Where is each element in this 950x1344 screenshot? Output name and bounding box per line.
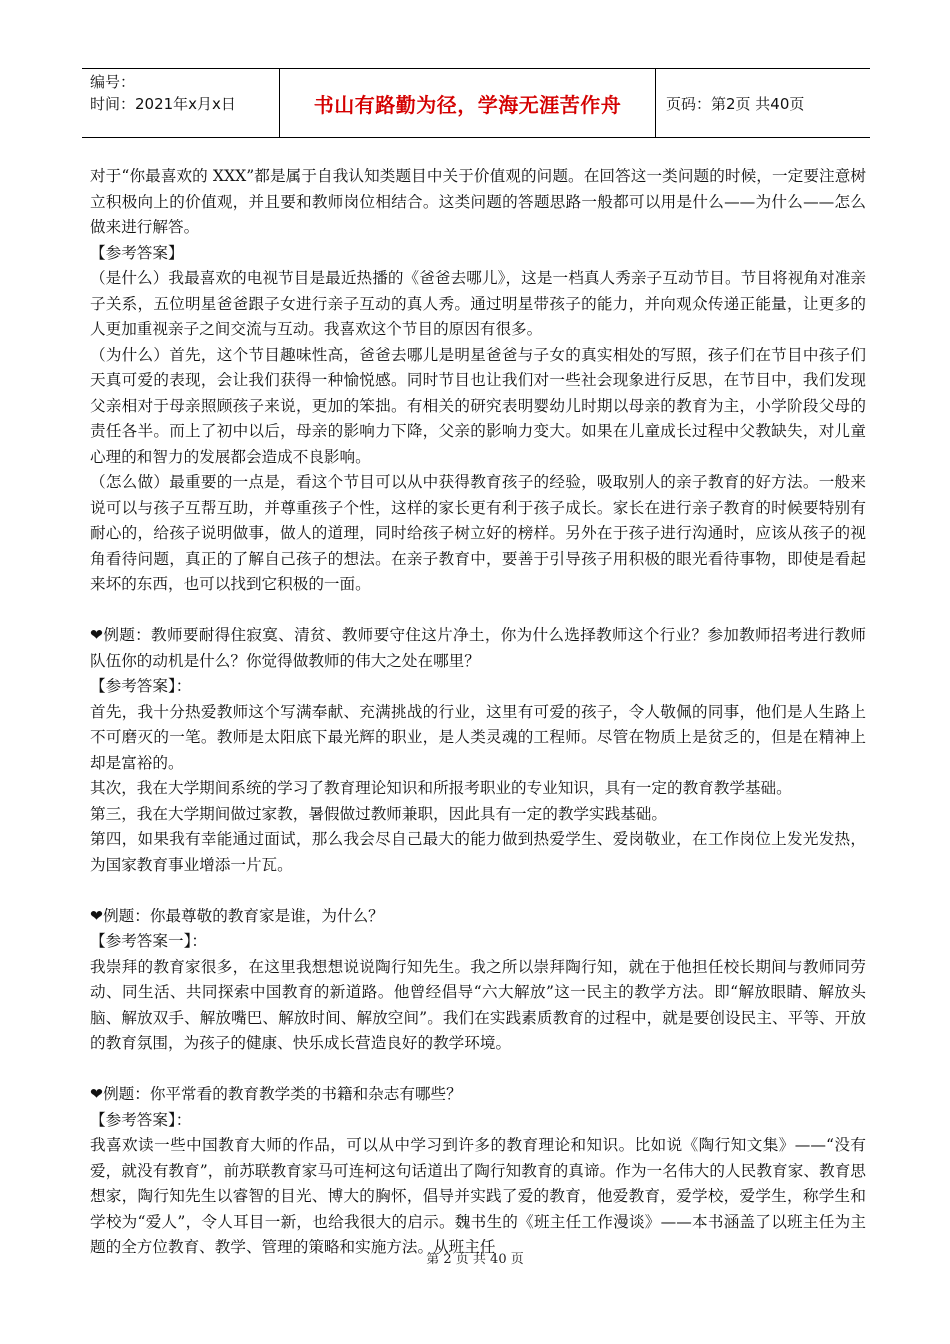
paragraph: 其次，我在大学期间系统的学习了教育理论知识和所报考职业的专业知识，具有一定的教育教学基础。 <box>90 779 792 797</box>
paragraph: 首先，我十分热爱教师这个写满奉献、充满挑战的行业，这里有可爱的孩子，令人敬佩的同事，他们是人生路上不可磨灭的一笔。教师是太阳底下最光辉的职业，是人类灵魂的工程师。尽管在物质上是贫乏的，但是在精神上却是富裕的。 <box>90 702 866 772</box>
paragraph-spacer <box>90 878 866 904</box>
paragraph: 【参考答案】： <box>90 677 192 695</box>
header-meta <box>82 69 280 137</box>
paragraph: 【参考答案】 <box>90 243 184 262</box>
number-label: 编号： <box>90 73 136 91</box>
paragraph: 对于“你最喜欢的 XXX”都是属于自我认知类题目中关于价值观的问题。在回答这一类问题的时候，一定要注意树立积极向上的价值观，并且要和教师岗位相结合。这类问题的答题思路一般都可以用是什么——为什么——怎么做来进行解答。 <box>90 167 866 236</box>
paragraph: 【参考答案一】： <box>90 932 207 950</box>
date-label: 时间：2021年x月x日 <box>90 95 236 113</box>
paragraph: ❤例题：你最尊敬的教育家是谁，为什么？ <box>90 906 384 925</box>
paragraph-spacer <box>90 598 866 624</box>
paragraph: （怎么做）最重要的一点是，看这个节目可以从中获得教育孩子的经验，吸取别人的亲子教育的好方法。一般来说可以与孩子互帮互助，并尊重孩子个性，这样的家长更有利于孩子成长。家长在进行亲子教育的时候要特别有耐心的，给孩子说明做事，做人的道理，同时给孩子树立好的榜样。另外在于孩子进行沟通时，应该从孩子的视角看待问题，真正的了解自己孩子的想法。在亲子教育中，要善于引导孩子用积极的眼光看待事物，即使是看起来坏的东西，也可以找到它积极的一面。 <box>90 473 866 593</box>
paragraph: （为什么）首先，这个节目趣味性高，爸爸去哪儿是明星爸爸与子女的真实相处的写照，孩子们在节目中孩子们天真可爱的表现，会让我们获得一种愉悦感。同时节目也让我们对一些社会现象进行反思，在节目中，我们发现父亲相对于母亲照顾孩子来说，更加的笨拙。有相关的研究表明婴幼儿时期以母亲的教育为主，小学阶段父母的责任各半。而上了初中以后，母亲的影响力下降，父亲的影响力变大。如果在儿童成长过程中父教缺失，对儿童心理的和智力的发展都会造成不良影响。 <box>90 345 866 466</box>
header-motto: 书山有路勤为径，学海无涯苦作舟 <box>280 69 656 137</box>
paragraph: 我崇拜的教育家很多，在这里我想想说说陶行知先生。我之所以崇拜陶行知，就在于他担任校长期间与教师同劳动、同生活、共同探索中国教育的新道路。他曾经倡导“六大解放”这一民主的教学方法。即“解放眼睛、解放头脑、解放双手、解放嘴巴、解放时间、解放空间”。我们在实践素质教育的过程中，就是要创设民主、平等、开放的教育氛围，为孩子的健康、快乐成长营造良好的教学环境。 <box>90 957 866 1052</box>
header-page-info: 页码：第2页 共40页 <box>666 94 805 113</box>
document-body <box>90 164 866 1261</box>
paragraph: ❤例题：你平常看的教育教学类的书籍和杂志有哪些？ <box>90 1085 462 1103</box>
paragraph: 我喜欢读一些中国教育大师的作品，可以从中学习到许多的教育理论和知识。比如说《陶行知文集》——“没有爱，就没有教育”，前苏联教育家马可连柯这句话道出了陶行知教育的真谛。作为一名伟大的人民教育家、教育思想家，陶行知先生以睿智的目光、博大的胸怀，倡导并实践了爱的教育，他爱教育，爱学校，爱学生，称学生和学校为“爱人”，令人耳目一新，也给我很大的启示。魏书生的《班主任工作漫谈》——本书涵盖了以班主任为主题的全方位教育、教学、管理的策略和实施方法。从班主任 <box>90 1136 866 1256</box>
paragraph: （是什么）我最喜欢的电视节目是最近热播的《爸爸去哪儿》，这是一档真人秀亲子互动节目。节目将视角对准亲子关系，五位明星爸爸跟子女进行亲子互动的真人秀。通过明星带孩子的能力，并向观众传递正能量，让更多的人更加重视亲子之间交流与互动。我喜欢这个节目的原因有很多。 <box>90 269 866 338</box>
paragraph: 第四，如果我有幸能通过面试，那么我会尽自己最大的能力做到热爱学生、爱岗敬业，在工作岗位上发光发热，为国家教育事业增添一片瓦。 <box>90 830 866 874</box>
paragraph: 【参考答案】： <box>90 1110 192 1129</box>
page-header <box>82 68 870 138</box>
paragraph: 第三，我在大学期间做过家教，暑假做过教师兼职，因此具有一定的教学实践基础。 <box>90 804 667 823</box>
page-footer: 第 2 页 共 40 页 <box>426 1252 524 1267</box>
paragraph: ❤例题：教师要耐得住寂寞、清贫、教师要守住这片净土，你为什么选择教师这个行业？参加教师招考进行教师队伍你的动机是什么？你觉得做教师的伟大之处在哪里？ <box>90 626 866 670</box>
paragraph-spacer <box>90 1057 866 1083</box>
